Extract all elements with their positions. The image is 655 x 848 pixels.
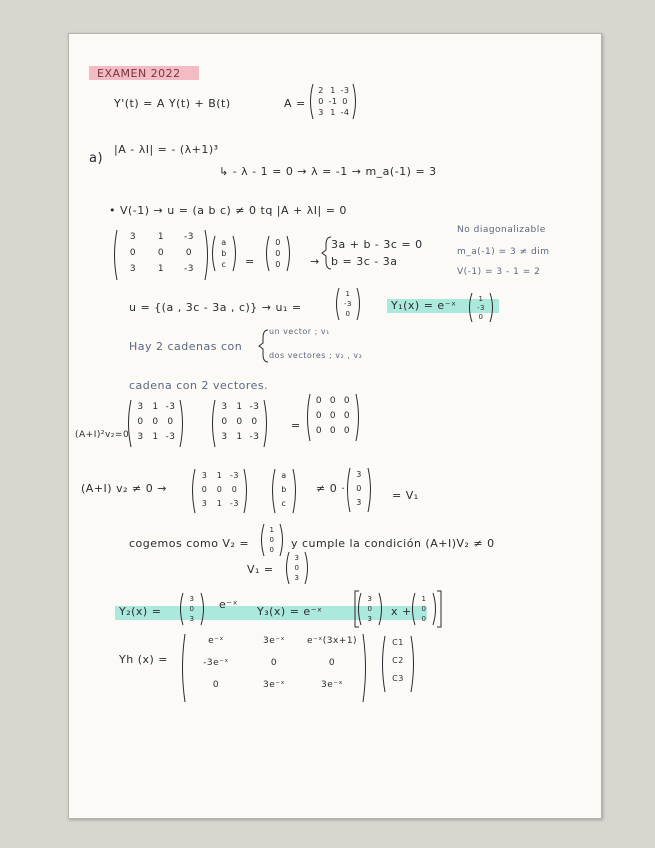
matrix-entry: e⁻ˣ(3x+1) (306, 636, 358, 646)
matrix-entry: -3 (184, 264, 194, 274)
matrix-entry: -3 (230, 499, 239, 508)
matrix-entry: 0 (137, 417, 144, 427)
left-paren (267, 236, 270, 271)
part-a-label: a) (89, 151, 104, 166)
matrix-entry: -3 (340, 86, 350, 95)
vector-entry: 1 (421, 595, 427, 603)
matrix-entry: 3e⁻ˣ (262, 680, 285, 690)
matrix-entry: 1 (330, 86, 336, 95)
chain-two-vectors-heading: cadena con 2 vectores. (129, 379, 269, 392)
matrix-entry: 0 (270, 658, 278, 668)
note-not-diagonalizable: No diagonalizable (457, 225, 546, 235)
matrix-entry: 0 (343, 411, 351, 421)
handwritten-brackets (69, 34, 601, 818)
matrix-entry: 3 (201, 499, 208, 508)
y1-label: Y₁(x) = e⁻ˣ (391, 299, 457, 312)
right-paren (353, 84, 356, 119)
chain-v1-label: = V₁ (392, 489, 419, 502)
vector-entry: 3 (189, 595, 195, 603)
matrix-entry: 3 (221, 402, 228, 412)
right-paren (244, 469, 247, 513)
y2-exponential: e⁻ˣ (219, 598, 238, 611)
vector-entry: -3 (344, 300, 352, 308)
matrix-entry: -3 (230, 471, 239, 480)
matrix-entry: -3 (165, 402, 176, 412)
eigenvalue-line: ↳ - λ - 1 = 0 → λ = -1 → m_a(-1) = 3 (219, 165, 437, 178)
vector-entry: 0 (294, 564, 300, 572)
equation-system: Y'(t) = A Y(t) + B(t) (114, 97, 231, 110)
matrix-entry: 3 (129, 232, 137, 242)
matrix-entry: 0 (236, 417, 243, 427)
matrix-entry: 1 (216, 471, 223, 480)
right-paren (180, 400, 183, 447)
right-paren (411, 636, 414, 692)
matrix-entry: 1 (236, 402, 243, 412)
matrix-entry: 0 (185, 248, 193, 258)
left-paren (193, 469, 196, 513)
vector-entry: C2 (392, 656, 404, 665)
matrix-entry: 1 (330, 108, 336, 117)
vector-entry: 0 (275, 249, 281, 258)
matrix-a-label: A = (284, 97, 306, 110)
matrix-entry: 0 (328, 658, 336, 668)
left-paren (273, 469, 276, 513)
right-paren (280, 524, 283, 556)
right-paren (363, 634, 366, 702)
v1-label: V₁ = (247, 563, 274, 576)
vector-entry: 0 (275, 238, 281, 247)
right-paren (433, 593, 436, 625)
chains-text: Hay 2 cadenas con (129, 340, 243, 353)
matrix-entry: 3e⁻ˣ (262, 636, 285, 646)
vector-entry: 0 (345, 310, 351, 318)
chain-two-vectors: dos vectores ; v₂ , v₃ (269, 351, 363, 360)
matrix-entry: 0 (342, 97, 348, 106)
matrix-entry: -3 (165, 432, 176, 442)
matrix-entry: 1 (157, 264, 165, 274)
note-dimension: V(-1) = 3 - 1 = 2 (457, 267, 541, 277)
vector-entry: 0 (269, 546, 275, 554)
left-paren (183, 634, 186, 702)
characteristic-polynomial: |A - λI| = - (λ+1)³ (114, 143, 219, 156)
matrix-entry: 2 (318, 86, 324, 95)
left-paren (311, 84, 314, 119)
matrix-entry: 3 (221, 432, 228, 442)
y2-label: Y₂(x) = (119, 605, 162, 618)
equals-sign-1: = (245, 255, 255, 268)
vector-entry: 0 (421, 605, 427, 613)
vector-entry: 3 (367, 615, 373, 623)
arrow-1: → (310, 255, 320, 268)
matrix-entry: 3 (129, 264, 137, 274)
system-equation-1: 3a + b - 3c = 0 (331, 238, 423, 251)
matrix-entry: 0 (157, 248, 165, 258)
matrix-entry: 3 (137, 432, 144, 442)
right-paren (233, 236, 236, 271)
matrix-entry: 1 (152, 432, 159, 442)
matrix-entry: 0 (329, 426, 337, 436)
matrix-entry: 1 (236, 432, 243, 442)
matrix-entry: 0 (167, 417, 174, 427)
matrix-entry: 0 (129, 248, 137, 258)
vector-entry: b (281, 485, 287, 494)
matrix-entry: -4 (340, 108, 350, 117)
vector-entry: b (221, 249, 227, 258)
y3-label: Y₃(x) = e⁻ˣ (257, 605, 323, 618)
matrix-entry: 0 (315, 411, 323, 421)
y3-x-term: x + (391, 605, 412, 618)
matrix-entry: 0 (343, 396, 351, 406)
brace (259, 330, 268, 362)
vector-entry: C1 (392, 638, 404, 647)
vector-entry: c (281, 499, 287, 508)
chain-not-equal: ≠ 0 · (316, 482, 346, 495)
vector-entry: 0 (356, 484, 362, 493)
vector-entry: 0 (478, 313, 484, 321)
vector-entry: 3 (367, 595, 373, 603)
vector-entry: 0 (421, 615, 427, 623)
matrix-entry: 0 (251, 417, 258, 427)
system-equation-2: b = 3c - 3a (331, 255, 398, 268)
right-paren (287, 236, 290, 271)
vector-entry: a (281, 471, 287, 480)
matrix-entry: -3 (184, 232, 194, 242)
eigenspace-line: • V(-1) → u = (a b c) ≠ 0 tq |A + λI| = 0 (109, 204, 347, 217)
vector-entry: a (221, 238, 227, 247)
left-paren (337, 288, 340, 320)
vector-entry: 3 (356, 498, 362, 507)
right-paren (356, 394, 359, 441)
right-paren (368, 468, 371, 512)
equals-sign-2: = (291, 419, 301, 432)
vector-entry: 0 (189, 605, 195, 613)
vector-entry: 1 (345, 290, 351, 298)
vector-entry: c (221, 260, 227, 269)
vector-entry: 0 (275, 260, 281, 269)
vector-entry: 3 (294, 554, 300, 562)
vector-entry: 0 (367, 605, 373, 613)
yh-label: Yh (x) = (119, 653, 168, 666)
chain-equation-2-lhs: (A+I) v₂ ≠ 0 → (81, 482, 167, 495)
vector-entry: 0 (269, 536, 275, 544)
matrix-entry: 3 (201, 471, 208, 480)
vector-entry: 3 (294, 574, 300, 582)
page-title: EXAMEN 2022 (97, 67, 181, 80)
right-paren (293, 469, 296, 513)
right-square-bracket (437, 591, 441, 627)
left-paren (213, 236, 216, 271)
matrix-entry: 0 (231, 485, 238, 494)
matrix-entry: 0 (152, 417, 159, 427)
right-paren (201, 593, 204, 625)
matrix-entry: 0 (318, 97, 324, 106)
matrix-entry: e⁻ˣ (208, 636, 224, 646)
matrix-entry: 0 (315, 426, 323, 436)
right-paren (379, 593, 382, 625)
right-paren (490, 293, 493, 322)
matrix-entry: 0 (329, 411, 337, 421)
vector-entry: 3 (189, 615, 195, 623)
matrix-entry: 0 (212, 680, 220, 690)
choose-condition: y cumple la condición (A+I)V₂ ≠ 0 (291, 537, 495, 550)
matrix-entry: 0 (201, 485, 208, 494)
left-paren (470, 293, 473, 322)
note-multiplicity: m_a(-1) = 3 ≠ dim (457, 247, 550, 257)
chain-one-vector: un vector ; v₁ (269, 327, 330, 336)
vector-entry: 1 (269, 526, 275, 534)
right-paren (357, 288, 360, 320)
left-paren (262, 524, 265, 556)
left-paren (213, 400, 216, 447)
matrix-entry: -1 (328, 97, 338, 106)
u-set-line: u = {(a , 3c - 3a , c)} → u₁ = (129, 301, 302, 314)
vector-entry: -3 (477, 304, 485, 312)
matrix-entry: 3 (137, 402, 144, 412)
left-paren (308, 394, 311, 441)
matrix-entry: 1 (216, 499, 223, 508)
matrix-entry: -3 (249, 402, 260, 412)
left-paren (413, 593, 416, 625)
matrix-entry: 3e⁻ˣ (320, 680, 343, 690)
matrix-entry: 0 (329, 396, 337, 406)
matrix-entry: 1 (157, 232, 165, 242)
right-paren (205, 230, 208, 280)
left-paren (115, 230, 118, 280)
matrix-entry: 1 (152, 402, 159, 412)
vector-entry: C3 (392, 674, 404, 683)
left-paren (129, 400, 132, 447)
vector-entry: 1 (478, 295, 484, 303)
left-paren (287, 552, 290, 584)
left-paren (348, 468, 351, 512)
chain-equation-lhs: (A+I)²v₂=0 (75, 430, 130, 440)
right-paren (264, 400, 267, 447)
left-paren (383, 636, 386, 692)
vector-entry: 3 (356, 470, 362, 479)
brace (322, 237, 331, 269)
right-paren (305, 552, 308, 584)
left-paren (181, 593, 184, 625)
left-paren (359, 593, 362, 625)
matrix-entry: 0 (221, 417, 228, 427)
matrix-entry: 0 (216, 485, 223, 494)
exam-page (68, 33, 602, 819)
matrix-entry: 0 (315, 396, 323, 406)
choose-text: cogemos como V₂ = (129, 537, 250, 550)
matrix-entry: -3 (249, 432, 260, 442)
matrix-entry: -3e⁻ˣ (203, 658, 229, 668)
matrix-entry: 0 (343, 426, 351, 436)
matrix-entry: 3 (318, 108, 324, 117)
